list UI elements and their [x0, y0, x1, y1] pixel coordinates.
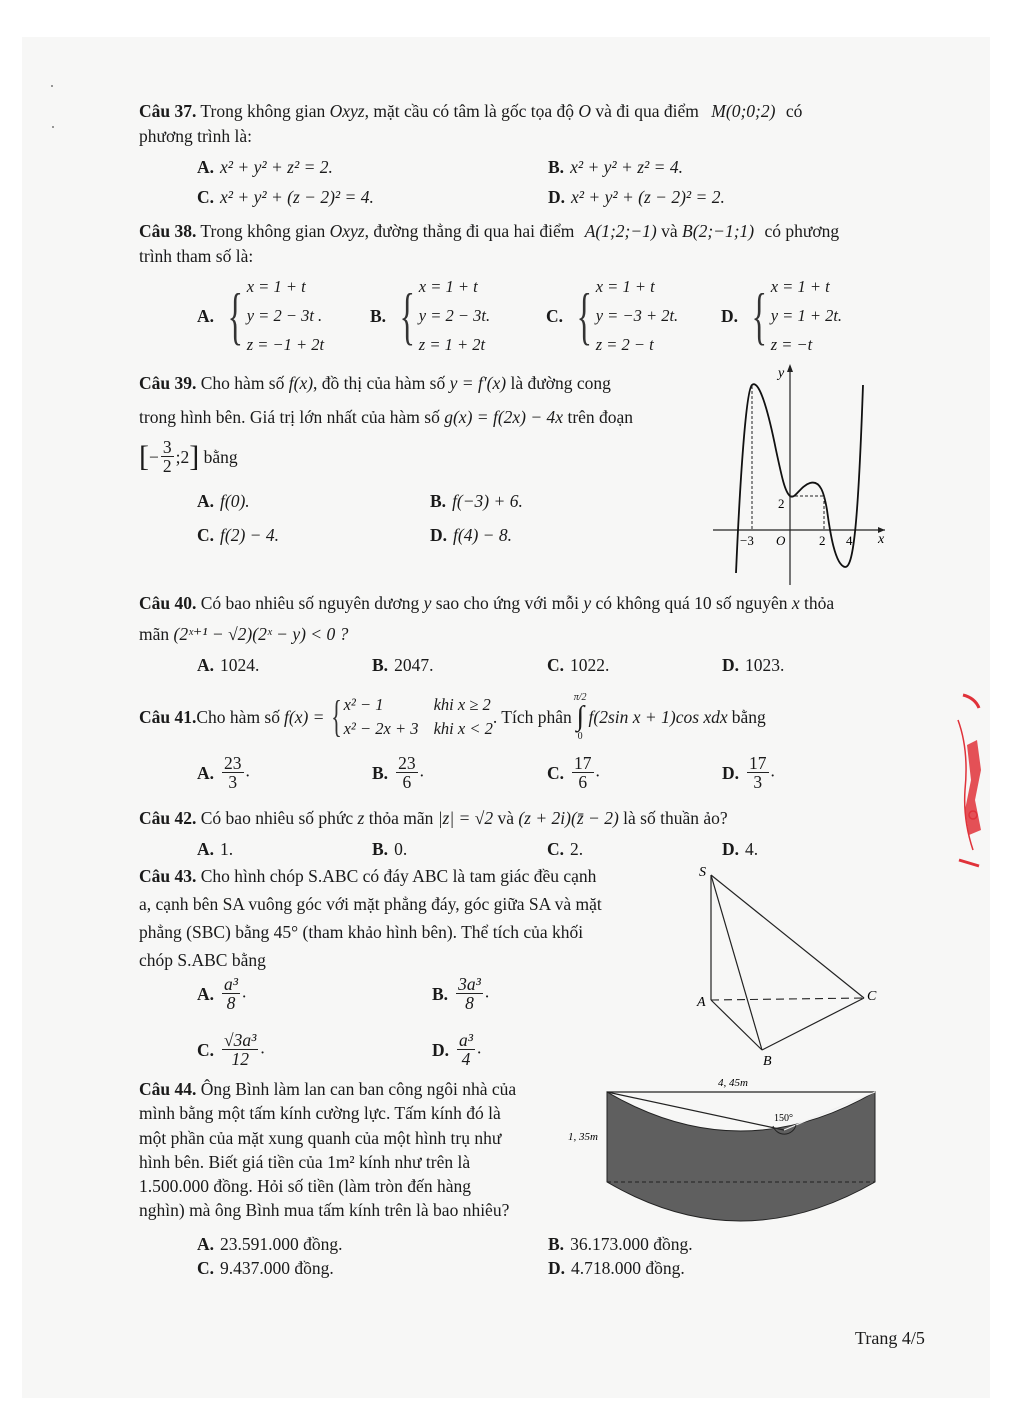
- integral-sign: π/2 ∫ 0: [573, 692, 587, 742]
- question-37-stem: Câu 37. Trong không gian Oxyz, mặt cầu có tâm là gốc tọa độ O và đi qua điểm M(0;0;2) có: [139, 101, 803, 121]
- y-axis-label: y: [778, 366, 785, 381]
- q39-option-b[interactable]: B. f(−3) + 6.: [430, 491, 523, 511]
- q42-option-a[interactable]: A. 1.: [197, 839, 234, 859]
- q43-option-a[interactable]: A. $\frac{\text{a³}}{8}$ .: [197, 974, 247, 1013]
- brace-icon: {: [331, 692, 343, 741]
- glass-panel-figure: [560, 1070, 920, 1230]
- scan-speck: [52, 126, 54, 128]
- q37-option-a[interactable]: A. x² + y² + z² = 2.: [197, 157, 333, 177]
- q38-option-d[interactable]: D. { x = 1 + t y = 1 + 2t. z = −t: [721, 277, 843, 354]
- curve-f-prime: [736, 384, 863, 573]
- bracket-right: ]: [189, 439, 200, 473]
- q42-option-d[interactable]: D. 4.: [722, 839, 759, 859]
- vertex-label-B: B: [763, 1054, 772, 1069]
- q41-option-c[interactable]: C. $\frac{17}{6}$ .: [547, 753, 600, 792]
- q40-option-a[interactable]: A. 1024.: [197, 655, 260, 675]
- edge-SC: [711, 875, 864, 998]
- height-label: 1, 35m: [568, 1131, 598, 1143]
- width-label: 4, 45m: [718, 1077, 748, 1089]
- q38-option-c[interactable]: C. { x = 1 + t y = −3 + 2t. z = 2 − t: [546, 277, 679, 354]
- bracket-left: [: [139, 439, 149, 473]
- red-stamp-icon: [955, 690, 985, 870]
- question-40: Câu 40. Có bao nhiêu số nguyên dương y sao cho ứng với mỗi y có không quá 10 số nguyên x thỏa mãn (2ˣ⁺¹ − √2)(2ˣ − y) < 0 ?: [139, 593, 835, 644]
- tick-label: −3: [740, 533, 754, 548]
- tick-label: 2: [819, 533, 826, 548]
- q37-option-b[interactable]: B. x² + y² + z² = 4.: [548, 157, 683, 177]
- brace-icon: {: [227, 279, 244, 351]
- vertex-label-A: A: [697, 995, 706, 1010]
- brace-icon: {: [576, 279, 593, 351]
- origin-label: O: [776, 533, 786, 548]
- question-42: Câu 42. Có bao nhiêu số phức z thỏa mãn |z| = √2 và (z + 2i)(z̄ − 2) là số thuần ảo?: [139, 808, 728, 828]
- q39-option-d[interactable]: D. f(4) − 8.: [430, 525, 512, 545]
- edge-AC-hidden: [711, 998, 864, 1000]
- q43-option-b[interactable]: B. $\frac{\text{3a³}}{8}$ .: [432, 974, 490, 1013]
- vertex-label-S: S: [699, 865, 706, 880]
- brace-icon: {: [751, 279, 768, 351]
- q42-option-c[interactable]: C. 2.: [547, 839, 584, 859]
- q38-option-a[interactable]: A. { x = 1 + t y = 2 − 3t . z = −1 + 2t: [197, 277, 325, 354]
- q37-option-d[interactable]: D. x² + y² + (z − 2)² = 2.: [548, 187, 725, 207]
- q43-option-d[interactable]: D. $\frac{\text{a³}}{4}$ .: [432, 1030, 482, 1069]
- y-axis-arrow-icon: [787, 364, 793, 372]
- question-43: Câu 43. Cho hình chóp S.ABC có đáy ABC là tam giác đều cạnh a, cạnh bên SA vuông góc với mặt phẳng đáy, góc giữa SA và mặt phẳng (SBC) bằng 45° (tham khảo hình bên). Thể tích của khối chóp S.ABC bằng: [139, 866, 602, 970]
- pyramid-figure: [690, 860, 890, 1070]
- angle-label: 150°: [774, 1113, 793, 1124]
- q40-option-c[interactable]: C. 1022.: [547, 655, 610, 675]
- tick-label: 2: [778, 496, 785, 511]
- question-41: Câu 41. Cho hàm số f(x) = { x² − 1 khi x ≥ 2 x² − 2x + 3 khi x < 2 . Tích phân π/2 ∫ 0 f(2sin x + 1)cos xdx bằng: [139, 692, 766, 742]
- page-number: Trang 4/5: [855, 1328, 925, 1348]
- q44-option-a[interactable]: A. 23.591.000 đồng.: [197, 1234, 343, 1254]
- q37-option-c[interactable]: C. x² + y² + (z − 2)² = 4.: [197, 187, 374, 207]
- q44-option-c[interactable]: C. 9.437.000 đồng.: [197, 1258, 334, 1278]
- tick-label: 4: [846, 533, 853, 548]
- q44-option-d[interactable]: D. 4.718.000 đồng.: [548, 1258, 685, 1278]
- question-38-stem: Câu 38. Trong không gian Oxyz, đường thẳng đi qua hai điểm A(1;2;−1) và B(2;−1;1) có phương: [139, 221, 840, 241]
- edge-SB: [711, 875, 762, 1050]
- question-38: Câu 38. Trong không gian Oxyz, đường thẳng đi qua hai điểm A(1;2;−1) và B(2;−1;1) có phương trình tham số là:: [139, 219, 939, 269]
- q40-option-d[interactable]: D. 1023.: [722, 655, 785, 675]
- question-39: Câu 39. Cho hàm số f(x), đồ thị của hàm số y = f′(x) là đường cong trong hình bên. Giá trị lớn nhất của hàm số g(x) = f(2x) − 4x trên đoạn [− $\frac{3}{2}$ ;2] bằng: [139, 373, 634, 477]
- q39-option-a[interactable]: A. f(0).: [197, 491, 250, 511]
- q43-option-c[interactable]: C. $\frac{\text{√3a³}}{12}$ .: [197, 1030, 265, 1069]
- scan-speck: [51, 85, 53, 87]
- derivative-graph: [700, 360, 900, 590]
- q39-option-c[interactable]: C. f(2) − 4.: [197, 525, 279, 545]
- q41-option-a[interactable]: A. $\frac{23}{3}$ .: [197, 753, 250, 792]
- glass-panel: [607, 1092, 875, 1221]
- q38-option-b[interactable]: B. { x = 1 + t y = 2 − 3t. z = 1 + 2t: [370, 277, 491, 354]
- q41-option-b[interactable]: B. $\frac{23}{6}$ .: [372, 753, 424, 792]
- q42-option-b[interactable]: B. 0.: [372, 839, 408, 859]
- q40-option-b[interactable]: B. 2047.: [372, 655, 434, 675]
- q41-option-d[interactable]: D. $\frac{17}{3}$ .: [722, 753, 775, 792]
- question-37: Câu 37. Trong không gian Oxyz, mặt cầu có tâm là gốc tọa độ O và đi qua điểm M(0;0;2) có phương trình là:: [139, 99, 939, 149]
- vertex-label-C: C: [867, 989, 877, 1004]
- x-axis-label: x: [878, 532, 885, 547]
- edge-BC: [762, 998, 864, 1050]
- brace-icon: {: [399, 279, 416, 351]
- q44-option-b[interactable]: B. 36.173.000 đồng.: [548, 1234, 693, 1254]
- question-44: Câu 44. Ông Bình làm lan can ban công ngôi nhà của mình bằng một tấm kính cường lực. Tấm kính đó là một phần của mặt xung quanh của một hình trụ như hình bên. Biết giá tiền của 1m² kính như trên là 1.500.000 đồng. Hỏi số tiền (làm tròn đến hàng nghìn) mà ông Bình mua tấm kính trên là bao nhiêu?: [139, 1079, 517, 1221]
